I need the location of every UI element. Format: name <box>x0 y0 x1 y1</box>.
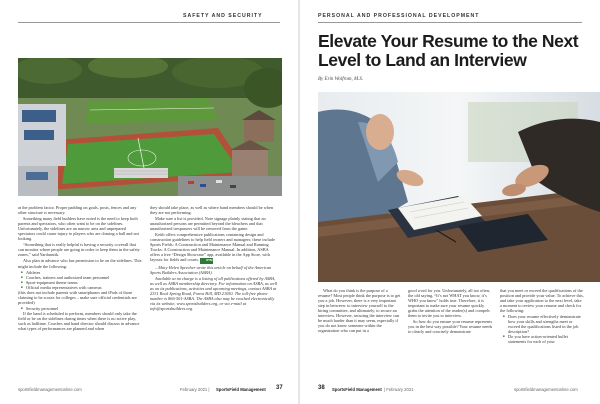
footer-magazine <box>332 387 382 392</box>
personnel-list <box>18 270 142 290</box>
left-column-1 <box>18 205 142 332</box>
paragraph: What do you think is the purpose of a resume? Most people think the purpose is to get you a job. However, there is a very important step in between: to interview yourself to the hiring committee, and ultimately, to secure an interview. However, securing the interview can be much harder than it may seem, especially if you do not know someone within the organization who can put in a <box>318 288 401 334</box>
interview-photo <box>318 92 600 282</box>
footer-url: sportsfieldmanagementonline.com <box>514 387 578 392</box>
paragraph <box>150 232 278 263</box>
footer-url: sportsfieldmanagementonline.com <box>18 387 82 392</box>
publications-text: Keith offers comprehensive publications containing design and construction guidelines to help field owners and managers; these include Sports Fields: A Construction and Maintenance Manual and Running Tracks: A Construction and Maintenance Manual. In addition, ASBA offers a free “Design Showcase” app, available in the App Store, with layouts for fields and courts. <box>150 232 275 263</box>
section-rule <box>318 22 582 23</box>
paragraph: “Something that is really helpful is having a security coverall that can monitor where people are going in order to keep them in the safety zones,” said Yardanstik. <box>18 242 140 258</box>
paragraph: they should take place, as well as where band members should be when they are not performing. <box>150 205 274 216</box>
page-number: 37 <box>276 385 283 391</box>
list-item: ■ Athletes <box>18 270 142 275</box>
list-item: ■ Official media representatives with cameras <box>18 285 142 290</box>
paragraph: Something many field builders have noted is the need to keep both parents and spectators, who often want to be on the sidelines. Unfortunately, the sidelines are an narrow area and unprepared spectators could cause injury to players who are chasing a ball and not looking. <box>18 216 139 242</box>
left-page <box>0 0 298 404</box>
footer-magazine <box>216 387 266 392</box>
list-item: ■ Security personnel <box>18 306 142 311</box>
section-rule <box>18 22 280 23</box>
right-page <box>300 0 600 404</box>
author-note: – Mary Helen Sprecher wrote this article on behalf of the American Sports Builders Association (ASBA). <box>150 264 272 275</box>
left-column-2 <box>150 205 278 312</box>
paragraph: So how do you ensure your resume represents you in the best way possible? Your resume needs to clearly and concisely demonstrate <box>408 319 493 335</box>
page-number: 38 <box>318 385 325 391</box>
right-column-1 <box>318 288 402 334</box>
list-item: ■ Does your resume effectively demonstrate how your skills and strengths meet or exceed the qualifications listed in the job description? <box>500 314 584 334</box>
magazine-name: SportsField Management <box>216 387 266 392</box>
byline: By Erin Wolfrom, M.S. <box>318 77 364 82</box>
paragraph: Also plan in advance who has permission to be on the sidelines. This might include the following: <box>18 258 142 269</box>
asba-contact-note: Available at no charge is a listing of all publications offered by ASBA, as well as ASBA membership directory. For information on ASBA, as well as on its publications, activities and upcoming meetings, contact ASBA at 2331 Rock Spring Road, Forest Hill, MD 21050. The toll-free phone number is 866-501-ASBA. The ASBA also may be reached electronically via its website, www.sportsbuilders.org, or via e-mail at info@sportsbuilders.org. <box>150 275 277 311</box>
aerial-field-photo <box>18 58 282 196</box>
paragraph: at the problem factor. Proper padding on goals, posts, fences and any other structure is necessary. <box>18 205 137 216</box>
right-column-2 <box>408 288 494 335</box>
article-title: Elevate Your Resume to the Next Level to Land an Interview <box>318 31 579 70</box>
personnel-list-2 <box>18 306 142 311</box>
right-column-3 <box>500 288 584 345</box>
section-label: PERSONAL AND PROFESSIONAL DEVELOPMENT <box>318 13 480 19</box>
paragraph: (this does not include parents with smartphones and iPads of those claiming to be scouts for colleges – make sure official credentials are provided) <box>18 289 137 305</box>
resume-checklist <box>500 314 584 344</box>
footer-date: February 2021 | <box>180 387 210 392</box>
stma-badge: STM <box>200 258 213 263</box>
list-item: ■ Sport-equipment theme teams <box>18 280 142 285</box>
section-label: SAFETY AND SECURITY <box>183 13 263 19</box>
paragraph: good word for you. Unfortunately, all too often, the old saying, “It’s not WHAT you know, it’s WHO you know” holds true. Therefore, it is important to make sure your resume quickly grabs the attention of the reader(s) and compels them to invite you to interview. <box>408 288 491 319</box>
list-item: ■ Coaches, trainers and authorized team personnel <box>18 275 142 280</box>
paragraph: If the band is scheduled to perform, members should only take the field or be on the sidelines during times when there is no active play, such as halftime. Coaches and band director should discuss in advance what types of performances are planned and when <box>18 310 140 332</box>
paragraph: that you meet or exceed the qualifications of the position and provide your value. To achieve this, and take your application to the next level, take a moment to review your resume and check for the following: <box>500 288 584 314</box>
magazine-name: SportsField Management <box>332 387 382 392</box>
footer-date: | February 2021 <box>384 387 414 392</box>
paragraph: Make sure a list is provided. Note signage plainly stating that no unauthorized persons are permitted beyond the bleachers and that unauthorized trespassers will be removed from the game. <box>150 216 266 232</box>
list-item: ■ Do you have action-oriented bullet statements for each of your <box>500 334 584 344</box>
